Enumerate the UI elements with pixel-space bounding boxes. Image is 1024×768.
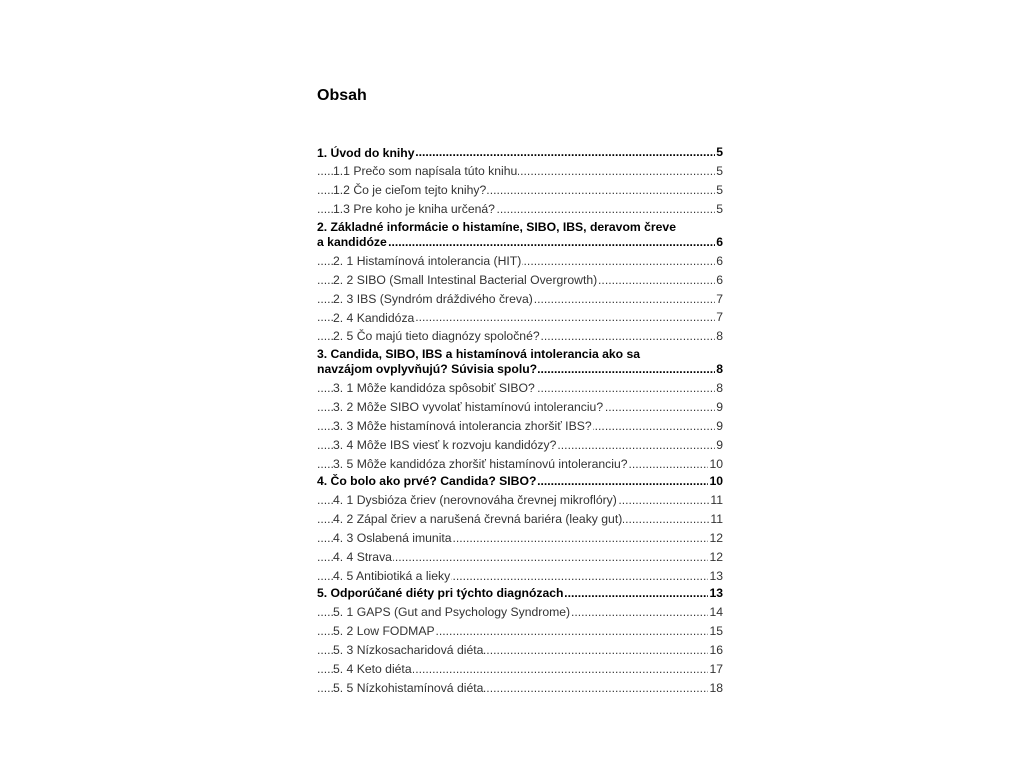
toc-entry-title: 2. 5 Čo majú tieto diagnózy spoločné? bbox=[333, 329, 540, 344]
toc-section-entry[interactable] bbox=[317, 569, 723, 584]
toc-entry-title: 4. 1 Dysbióza čriev (nerovnováha črevnej mikroflóry) bbox=[333, 493, 617, 508]
toc-page-number: 15 bbox=[709, 624, 723, 639]
toc-entry-title: 3. 5 Môže kandidóza zhoršiť histamínovú intoleranciu? bbox=[333, 456, 628, 471]
toc-page-number: 5 bbox=[716, 145, 723, 160]
toc-entry-title: 5. 5 Nízkohistamínová diéta bbox=[333, 680, 484, 695]
toc-entry-title: 4. 5 Antibiotiká a lieky bbox=[333, 568, 451, 583]
toc-page-number: 13 bbox=[709, 568, 723, 583]
toc-heading: Obsah bbox=[317, 87, 367, 104]
toc-entry-title: 2. 1 Histamínová intolerancia (HIT) bbox=[333, 253, 522, 268]
toc-entry-title: 1.3 Pre koho je kniha určená? bbox=[333, 202, 495, 217]
toc-chapter-entry[interactable] bbox=[317, 217, 723, 250]
toc-section-entry[interactable] bbox=[317, 292, 723, 307]
table-of-contents bbox=[317, 143, 723, 696]
toc-entry-title-line2: navzájom ovplyvňujú? Súvisia spolu? bbox=[317, 362, 538, 377]
toc-section-entry[interactable] bbox=[317, 643, 723, 658]
toc-page-number: 6 bbox=[716, 272, 723, 287]
toc-page-number: 9 bbox=[716, 418, 723, 433]
toc-entry-title: 4. 2 Zápal čriev a narušená črevná bariéra (leaky gut) bbox=[333, 512, 623, 527]
toc-entry-title: 3. 4 Môže IBS viesť k rozvoju kandidózy? bbox=[333, 437, 557, 452]
toc-section-entry[interactable] bbox=[317, 202, 723, 217]
toc-page-number: 16 bbox=[709, 643, 723, 657]
toc-page-number: 13 bbox=[709, 586, 723, 601]
toc-entry-title: 2. 3 IBS (Syndróm dráždivého čreva) bbox=[333, 291, 533, 306]
toc-page-number: 8 bbox=[716, 362, 723, 377]
toc-chapter-entry[interactable] bbox=[317, 143, 723, 161]
toc-section-entry[interactable] bbox=[317, 457, 723, 472]
toc-page-number: 6 bbox=[716, 253, 723, 268]
toc-section-entry[interactable] bbox=[317, 438, 723, 453]
toc-page-number: 7 bbox=[716, 310, 723, 325]
toc-section-entry[interactable] bbox=[317, 273, 723, 288]
toc-entry-title: 2. 2 SIBO (Small Intestinal Bacterial Overgrowth) bbox=[333, 272, 598, 287]
toc-entry-title: 5. 3 Nízkosacharidová diéta bbox=[333, 643, 484, 657]
toc-page-number: 5 bbox=[716, 202, 723, 217]
toc-entry-title: 4. Čo bolo ako prvé? Candida? SIBO? bbox=[317, 474, 537, 489]
toc-section-entry[interactable] bbox=[317, 493, 723, 508]
toc-entry-title: 4. 3 Oslabená imunita bbox=[333, 530, 452, 545]
toc-section-entry[interactable] bbox=[317, 254, 723, 269]
toc-page-number: 8 bbox=[716, 329, 723, 344]
toc-chapter-entry[interactable] bbox=[317, 345, 723, 378]
toc-page-number: 7 bbox=[716, 291, 723, 306]
toc-section-entry[interactable] bbox=[317, 605, 723, 620]
toc-section-entry[interactable] bbox=[317, 400, 723, 415]
toc-section-entry[interactable] bbox=[317, 662, 723, 677]
toc-page-number: 11 bbox=[710, 512, 723, 527]
toc-entry-title: 2. 4 Kandidóza bbox=[333, 310, 415, 325]
toc-entry-title: 5. Odporúčané diéty pri týchto diagnózach bbox=[317, 586, 564, 601]
toc-page-number: 10 bbox=[709, 456, 723, 471]
toc-section-entry[interactable] bbox=[317, 419, 723, 434]
toc-section-entry[interactable] bbox=[317, 624, 723, 639]
toc-page-number: 14 bbox=[709, 605, 723, 620]
toc-page-number: 9 bbox=[716, 400, 723, 414]
toc-page-number: 18 bbox=[709, 680, 723, 695]
toc-section-entry[interactable] bbox=[317, 311, 723, 326]
toc-chapter-entry[interactable] bbox=[317, 472, 723, 490]
toc-section-entry[interactable] bbox=[317, 381, 723, 396]
toc-page-number: 12 bbox=[709, 549, 723, 564]
toc-section-entry[interactable] bbox=[317, 550, 723, 565]
toc-entry-title: 5. 1 GAPS (Gut and Psychology Syndrome) bbox=[333, 605, 571, 620]
toc-entry-title: 1. Úvod do knihy bbox=[317, 145, 415, 160]
toc-section-entry[interactable] bbox=[317, 329, 723, 344]
toc-entry-title: 4. 4 Strava bbox=[333, 549, 392, 564]
toc-page-number: 10 bbox=[709, 474, 723, 489]
toc-section-entry[interactable] bbox=[317, 681, 723, 696]
toc-entry-title-line1: 3. Candida, SIBO, IBS a histamínová intolerancia ako sa bbox=[317, 347, 641, 362]
toc-page-number: 9 bbox=[716, 437, 723, 452]
toc-entry-title-line2: a kandidóze bbox=[317, 235, 387, 249]
toc-section-entry[interactable] bbox=[317, 531, 723, 546]
toc-entry-title: 3. 2 Môže SIBO vyvolať histamínovú intoleranciu? bbox=[333, 400, 604, 414]
toc-page-number: 8 bbox=[716, 381, 723, 396]
toc-entry-title: 1.1 Prečo som napísala túto knihu bbox=[333, 164, 518, 179]
toc-page-number: 5 bbox=[716, 164, 723, 179]
toc-entry-title: 5. 2 Low FODMAP bbox=[333, 624, 435, 639]
toc-page-number: 11 bbox=[710, 493, 723, 508]
toc-section-entry[interactable] bbox=[317, 183, 723, 198]
toc-page-number: 5 bbox=[716, 183, 723, 198]
toc-page-number: 17 bbox=[709, 661, 723, 676]
toc-section-entry[interactable] bbox=[317, 512, 723, 527]
toc-entry-title: 3. 3 Môže histamínová intolerancia zhoršiť IBS? bbox=[333, 418, 592, 433]
toc-page-number: 12 bbox=[709, 530, 723, 545]
toc-entry-title: 1.2 Čo je cieľom tejto knihy? bbox=[333, 183, 487, 198]
toc-entry-title: 3. 1 Môže kandidóza spôsobiť SIBO? bbox=[333, 381, 535, 396]
toc-page-number: 6 bbox=[716, 234, 723, 249]
toc-entry-title: 5. 4 Keto diéta bbox=[333, 661, 412, 676]
toc-chapter-entry[interactable] bbox=[317, 584, 723, 602]
toc-entry-title-line1: 2. Základné informácie o histamíne, SIBO, IBS, deravom čreve bbox=[317, 219, 676, 234]
toc-section-entry[interactable] bbox=[317, 164, 723, 179]
